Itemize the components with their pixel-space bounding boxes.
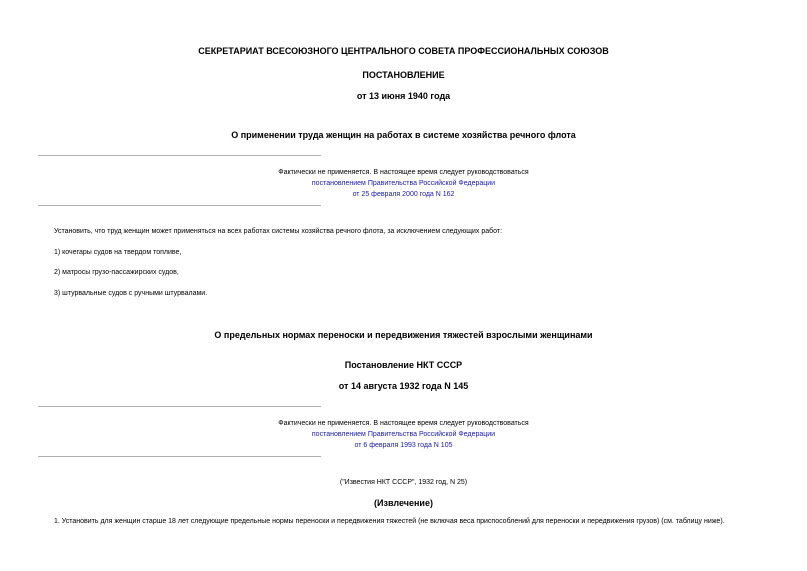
divider <box>38 205 321 206</box>
org-title: СЕКРЕТАРИАТ ВСЕСОЮЗНОГО ЦЕНТРАЛЬНОГО СОВЕТА ПРОФЕССИОНАЛЬНЫХ СОЮЗОВ <box>198 46 609 56</box>
doc-date: от 13 июня 1940 года <box>356 91 451 101</box>
paragraph: 1. Установить для женщин старше 18 лет следующие предельные нормы переноски и передвижения тяжестей (не включая веса приспособлений для переноски и передвижения грузов) (см. таблицу ниже). <box>54 518 725 525</box>
note-link-date[interactable]: от 25 февраля 2000 года N 162 <box>352 191 455 198</box>
note-text: Фактически не применяется. В настоящее время следует руководствоваться <box>278 420 529 427</box>
note-link-decree[interactable]: постановлением Правительства Российской Федерации <box>311 180 496 187</box>
section1-note <box>0 167 807 200</box>
list-item: 2) матросы грузо-пассажирских судов, <box>54 269 179 276</box>
excerpt-label: (Извлечение) <box>374 498 433 508</box>
note-link-decree[interactable]: постановлением Правительства Российской Федерации <box>311 431 496 438</box>
section1-intro: Установить, что труд женщин может применяться на всех работах системы хозяйства речного флота, за исключением следующих работ: <box>54 228 503 235</box>
divider <box>38 406 321 407</box>
section2-title: О предельных нормах переноски и передвижения тяжестей взрослыми женщинами <box>214 330 593 340</box>
divider <box>38 155 321 156</box>
section1-title: О применении труда женщин на работах в системе хозяйства речного флота <box>231 130 576 140</box>
note-link-date[interactable]: от 6 февраля 1993 года N 105 <box>354 442 453 449</box>
section2-date: от 14 августа 1932 года N 145 <box>338 381 469 391</box>
section2-note <box>0 418 807 451</box>
divider <box>38 456 321 457</box>
source-citation: ("Известия НКТ СССР", 1932 год, N 25) <box>339 479 468 486</box>
list-item: 1) кочегары судов на твердом топливе, <box>54 249 182 256</box>
doc-type: ПОСТАНОВЛЕНИЕ <box>362 70 445 80</box>
section2-subtitle: Постановление НКТ СССР <box>344 360 463 370</box>
note-text: Фактически не применяется. В настоящее время следует руководствоваться <box>278 169 529 176</box>
list-item: 3) штурвальные судов с ручными штурвалами. <box>54 290 208 297</box>
